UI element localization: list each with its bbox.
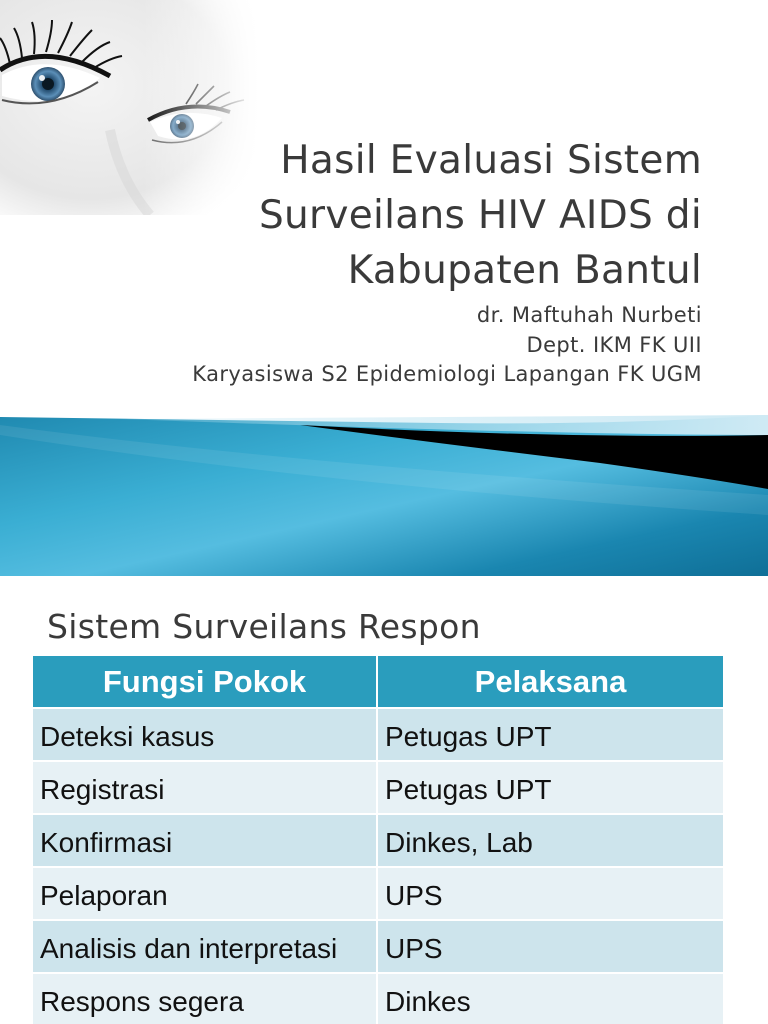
cell-function: Respons segera — [32, 973, 377, 1024]
author-department: Dept. IKM FK UII — [526, 332, 702, 357]
slide-subtitle — [22, 301, 702, 390]
cell-executor: UPS — [377, 867, 724, 920]
table-row — [32, 867, 724, 920]
title-line-3: Kabupaten Bantul — [347, 248, 702, 293]
cell-executor: Dinkes — [377, 973, 724, 1024]
cell-executor: Petugas UPT — [377, 708, 724, 761]
cell-function: Registrasi — [32, 761, 377, 814]
slide-title — [82, 133, 702, 298]
table-row — [32, 973, 724, 1024]
title-line-2: Surveilans HIV AIDS di — [258, 193, 702, 238]
slide-heading: Sistem Surveilans Respon — [47, 607, 481, 646]
table-row — [32, 920, 724, 973]
cell-executor: Dinkes, Lab — [377, 814, 724, 867]
function-table — [31, 654, 725, 1024]
author-program: Karyasiswa S2 Epidemiologi Lapangan FK UGM — [192, 362, 702, 386]
cell-executor: UPS — [377, 920, 724, 973]
table-header-row — [32, 655, 724, 708]
table-row — [32, 708, 724, 761]
header-fungsi-pokok: Fungsi Pokok — [32, 655, 377, 708]
cell-function: Konfirmasi — [32, 814, 377, 867]
header-pelaksana: Pelaksana — [377, 655, 724, 708]
cell-executor: Petugas UPT — [377, 761, 724, 814]
blue-wave-banner — [0, 405, 768, 576]
author-name: dr. Maftuhah Nurbeti — [476, 303, 702, 327]
cell-function: Analisis dan interpretasi — [32, 920, 377, 973]
cell-function: Pelaporan — [32, 867, 377, 920]
table-slide — [0, 576, 768, 1024]
table-row — [32, 761, 724, 814]
title-line-1: Hasil Evaluasi Sistem — [280, 138, 702, 183]
table-row — [32, 814, 724, 867]
cell-function: Deteksi kasus — [32, 708, 377, 761]
